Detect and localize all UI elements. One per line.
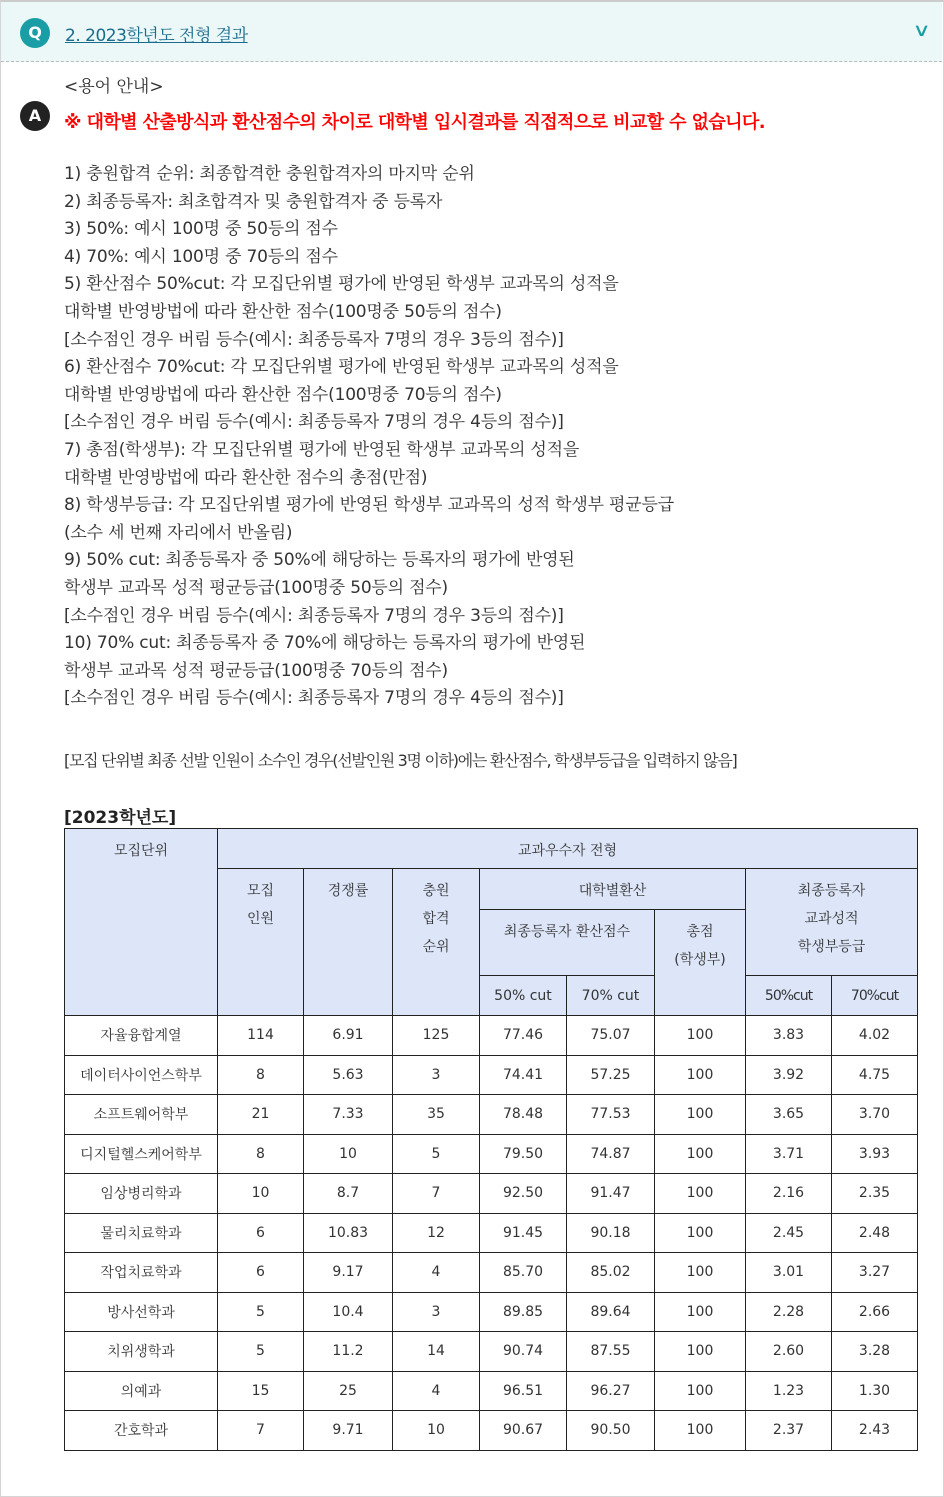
table-cell: 10 [304, 1134, 393, 1174]
table-cell: 7 [393, 1174, 480, 1214]
guide-title: <용어 안내> [64, 77, 164, 97]
table-cell: 8.7 [304, 1174, 393, 1214]
table-cell: 114 [218, 1016, 304, 1056]
col-track: 교과우수자 전형 [218, 829, 918, 869]
table-cell: 35 [393, 1095, 480, 1135]
definition-line: 7) 총점(학생부): 각 모집단위별 평가에 반영된 학생부 교과목의 성적을 [64, 439, 580, 460]
definition-line: [소수점인 경우 버림 등수(예시: 최종등록자 7명의 경우 4등의 점수)] [64, 688, 564, 709]
table-cell: 4 [393, 1253, 480, 1293]
table-cell: 2.28 [746, 1292, 832, 1332]
table-cell: 14 [393, 1332, 480, 1372]
table-cell: 91.45 [480, 1213, 567, 1253]
definition-line: 6) 환산점수 70%cut: 각 모집단위별 평가에 반영된 학생부 교과목의 성적을 [64, 357, 619, 378]
table-cell: 소프트웨어학부 [65, 1095, 218, 1135]
col-final-score: 최종등록자 환산점수 [480, 910, 655, 976]
table-cell: 4 [393, 1371, 480, 1411]
definition-line: 학생부 교과목 성적 평균등급(100명중 50등의 점수) [64, 577, 448, 598]
table-cell: 100 [655, 1253, 746, 1293]
table-cell: 87.55 [567, 1332, 655, 1372]
table-cell: 90.18 [567, 1213, 655, 1253]
table-cell: 3.70 [832, 1095, 918, 1135]
table-cell: 79.50 [480, 1134, 567, 1174]
table-cell: 3.93 [832, 1134, 918, 1174]
table-cell: 방사선학과 [65, 1292, 218, 1332]
table-row [65, 1253, 918, 1293]
col-waitlist-rank: 충원 합격 순위 [393, 869, 480, 1016]
table-cell: 125 [393, 1016, 480, 1056]
table-cell: 임상병리학과 [65, 1174, 218, 1214]
question-title-link[interactable]: 2. 2023학년도 전형 결과 [65, 26, 248, 46]
table-row [65, 1411, 918, 1451]
table-title: [2023학년도] [64, 808, 177, 828]
a-badge: A [20, 101, 50, 131]
definition-line: 대학별 반영방법에 따라 환산한 점수의 총점(만점) [64, 467, 428, 488]
table-cell: 3 [393, 1292, 480, 1332]
table-cell: 100 [655, 1055, 746, 1095]
definition-line: [소수점인 경우 버림 등수(예시: 최종등록자 7명의 경우 4등의 점수)] [64, 412, 564, 433]
table-cell: 8 [218, 1055, 304, 1095]
table-cell: 77.53 [567, 1095, 655, 1135]
table-cell: 3.92 [746, 1055, 832, 1095]
definition-line: 2) 최종등록자: 최초합격자 및 충원합격자 중 등록자 [64, 191, 443, 212]
table-row [65, 1371, 918, 1411]
results-table [64, 828, 918, 1451]
term-definitions [64, 161, 674, 713]
table-cell: 2.37 [746, 1411, 832, 1451]
table-cell: 100 [655, 1332, 746, 1372]
table-cell: 3.27 [832, 1253, 918, 1293]
table-cell: 21 [218, 1095, 304, 1135]
definition-line: 대학별 반영방법에 따라 환산한 점수(100명중 50등의 점수) [64, 301, 502, 322]
table-row [65, 1292, 918, 1332]
definition-line: 1) 충원합격 순위: 최종합격한 충원합격자의 마지막 순위 [64, 164, 475, 184]
definition-line: [소수점인 경우 버림 등수(예시: 최종등록자 7명의 경우 3등의 점수)] [64, 329, 564, 350]
table-cell: 7.33 [304, 1095, 393, 1135]
warning-text: ※ 대학별 산출방식과 환산점수의 차이로 대학별 입시결과를 직접적으로 비교할 수 없습니다. [64, 112, 765, 133]
definition-line: 4) 70%: 예시 100명 중 70등의 점수 [64, 246, 338, 267]
definition-line: 10) 70% cut: 최종등록자 중 70%에 해당하는 등록자의 평가에 반영된 [64, 633, 586, 654]
table-cell: 2.48 [832, 1213, 918, 1253]
table-cell: 78.48 [480, 1095, 567, 1135]
table-cell: 자율융합계열 [65, 1016, 218, 1056]
table-cell: 5 [218, 1332, 304, 1372]
table-cell: 디지털헬스케어학부 [65, 1134, 218, 1174]
table-cell: 물리치료학과 [65, 1213, 218, 1253]
table-cell: 85.70 [480, 1253, 567, 1293]
table-cell: 2.45 [746, 1213, 832, 1253]
table-cell: 5.63 [304, 1055, 393, 1095]
table-cell: 작업치료학과 [65, 1253, 218, 1293]
table-cell: 89.85 [480, 1292, 567, 1332]
table-cell: 10.83 [304, 1213, 393, 1253]
table-cell: 간호학과 [65, 1411, 218, 1451]
table-cell: 91.47 [567, 1174, 655, 1214]
table-cell: 57.25 [567, 1055, 655, 1095]
table-cell: 2.66 [832, 1292, 918, 1332]
definition-line: 대학별 반영방법에 따라 환산한 점수(100명중 70등의 점수) [64, 384, 502, 405]
table-cell: 90.67 [480, 1411, 567, 1451]
table-cell: 4.02 [832, 1016, 918, 1056]
table-cell: 5 [393, 1134, 480, 1174]
col-total: 총점 (학생부) [655, 910, 746, 1016]
table-cell: 8 [218, 1134, 304, 1174]
table-cell: 3.71 [746, 1134, 832, 1174]
table-cell: 92.50 [480, 1174, 567, 1214]
table-cell: 4.75 [832, 1055, 918, 1095]
table-cell: 2.16 [746, 1174, 832, 1214]
table-cell: 3 [393, 1055, 480, 1095]
note-text: [모집 단위별 최종 선발 인원이 소수인 경우(선발인원 3명 이하)에는 환산점수, 학생부등급을 입력하지 않음] [64, 751, 737, 770]
definition-line: 8) 학생부등급: 각 모집단위별 평가에 반영된 학생부 교과목의 성적 학생부 평균등급 [64, 495, 674, 516]
col-score-70: 70% cut [567, 976, 655, 1016]
table-cell: 25 [304, 1371, 393, 1411]
table-cell: 10 [218, 1174, 304, 1214]
table-row [65, 1095, 918, 1135]
table-cell: 90.74 [480, 1332, 567, 1372]
table-cell: 치위생학과 [65, 1332, 218, 1372]
col-quota: 모집 인원 [218, 869, 304, 1016]
table-cell: 12 [393, 1213, 480, 1253]
col-conversion: 대학별환산 [480, 869, 746, 910]
col-unit: 모집단위 [65, 829, 218, 1016]
col-grade-50: 50%cut [746, 976, 832, 1016]
table-cell: 100 [655, 1411, 746, 1451]
definition-line: 5) 환산점수 50%cut: 각 모집단위별 평가에 반영된 학생부 교과목의 성적을 [64, 274, 619, 295]
table-cell: 100 [655, 1095, 746, 1135]
table-cell: 5 [218, 1292, 304, 1332]
table-cell: 100 [655, 1174, 746, 1214]
table-cell: 9.17 [304, 1253, 393, 1293]
table-cell: 100 [655, 1292, 746, 1332]
table-row [65, 1213, 918, 1253]
table-cell: 1.23 [746, 1371, 832, 1411]
table-cell: 89.64 [567, 1292, 655, 1332]
chevron-down-icon[interactable]: ∨ [912, 20, 931, 41]
definition-line: 학생부 교과목 성적 평균등급(100명중 70등의 점수) [64, 660, 448, 681]
table-cell: 6.91 [304, 1016, 393, 1056]
definition-line: 9) 50% cut: 최종등록자 중 50%에 해당하는 등록자의 평가에 반영된 [64, 550, 575, 571]
table-cell: 96.27 [567, 1371, 655, 1411]
table-cell: 9.71 [304, 1411, 393, 1451]
table-cell: 2.35 [832, 1174, 918, 1214]
table-cell: 74.41 [480, 1055, 567, 1095]
q-badge: Q [20, 18, 50, 48]
col-competition: 경쟁률 [304, 869, 393, 1016]
table-cell: 74.87 [567, 1134, 655, 1174]
table-row [65, 1332, 918, 1372]
table-row [65, 1134, 918, 1174]
definition-line: 3) 50%: 예시 100명 중 50등의 점수 [64, 219, 338, 240]
table-cell: 11.2 [304, 1332, 393, 1372]
definition-line: [소수점인 경우 버림 등수(예시: 최종등록자 7명의 경우 3등의 점수)] [64, 605, 564, 626]
table-cell: 10.4 [304, 1292, 393, 1332]
col-grade-70: 70%cut [832, 976, 918, 1016]
table-cell: 77.46 [480, 1016, 567, 1056]
table-cell: 6 [218, 1253, 304, 1293]
definition-line: (소수 세 번째 자리에서 반올림) [64, 522, 293, 543]
table-cell: 3.83 [746, 1016, 832, 1056]
table-cell: 2.60 [746, 1332, 832, 1372]
table-cell: 85.02 [567, 1253, 655, 1293]
table-row [65, 1016, 918, 1056]
table-cell: 100 [655, 1371, 746, 1411]
table-cell: 7 [218, 1411, 304, 1451]
table-cell: 6 [218, 1213, 304, 1253]
table-cell: 75.07 [567, 1016, 655, 1056]
col-score-50: 50% cut [480, 976, 567, 1016]
table-cell: 1.30 [832, 1371, 918, 1411]
table-row [65, 1055, 918, 1095]
table-cell: 100 [655, 1016, 746, 1056]
table-cell: 3.65 [746, 1095, 832, 1135]
table-cell: 90.50 [567, 1411, 655, 1451]
table-cell: 96.51 [480, 1371, 567, 1411]
table-cell: 15 [218, 1371, 304, 1411]
col-grade: 최종등록자 교과성적 학생부등급 [746, 869, 918, 976]
table-cell: 10 [393, 1411, 480, 1451]
table-cell: 2.43 [832, 1411, 918, 1451]
table-cell: 데이터사이언스학부 [65, 1055, 218, 1095]
table-cell: 3.28 [832, 1332, 918, 1372]
table-cell: 100 [655, 1134, 746, 1174]
table-row [65, 1174, 918, 1214]
table-cell: 100 [655, 1213, 746, 1253]
table-cell: 3.01 [746, 1253, 832, 1293]
question-header[interactable] [1, 2, 942, 62]
table-cell: 의예과 [65, 1371, 218, 1411]
